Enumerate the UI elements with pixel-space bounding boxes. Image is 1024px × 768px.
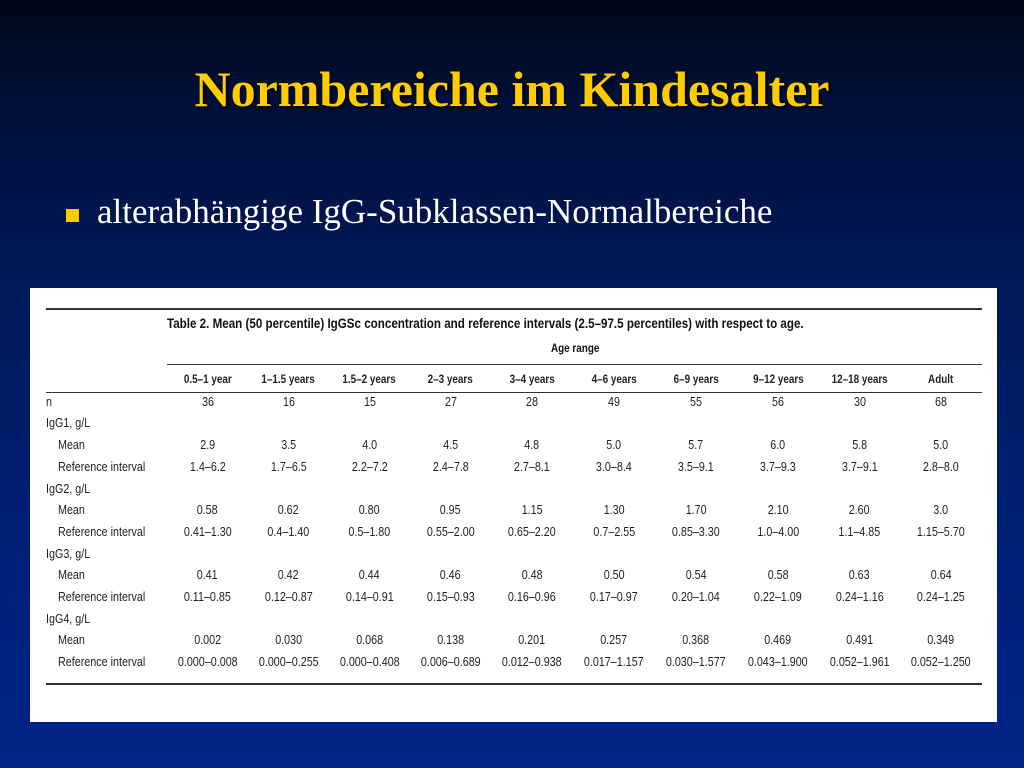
column-header-label: 3–4 years (509, 374, 555, 386)
cell-value: 0.64 (930, 568, 952, 583)
cell-value: 0.55–2.00 (426, 524, 475, 539)
cell-value: 0.17–0.97 (590, 590, 638, 605)
cell-value: 36 (201, 394, 214, 409)
table-cell (491, 500, 573, 522)
table-cell (573, 413, 655, 435)
table-cell (900, 630, 982, 652)
cell-value: 68 (935, 394, 947, 409)
table-cell (329, 500, 410, 522)
column-header-label: Adult (928, 374, 954, 386)
cell-value: 0.052–1.250 (911, 655, 971, 670)
table-cell (819, 630, 900, 652)
column-header (167, 370, 248, 392)
table-cell (491, 479, 573, 501)
slide-title: Normbereiche im Kindesalter (194, 61, 830, 117)
cell-value: 27 (444, 394, 457, 409)
cell-value: 2.2–7.2 (351, 459, 388, 474)
table-cell (329, 435, 410, 457)
cell-value: 6.0 (770, 438, 786, 453)
table-cell (819, 500, 900, 522)
cell-value: 0.50 (603, 568, 625, 583)
table-cell (900, 457, 982, 479)
table-cell (410, 500, 491, 522)
cell-value: 0.22–1.09 (754, 590, 802, 605)
table-cell (329, 413, 410, 435)
table-cell (491, 392, 573, 414)
cell-value: 0.11–0.85 (183, 590, 232, 605)
table-cell (329, 652, 410, 674)
table-cell (248, 652, 329, 674)
cell-value: 0.54 (685, 568, 707, 583)
cell-value: 49 (608, 394, 620, 409)
table-cell (410, 587, 491, 609)
table-cell (573, 479, 655, 501)
table-row (46, 652, 982, 674)
table-cell (491, 565, 573, 587)
cell-value: 0.7–2.55 (593, 524, 635, 539)
table-cell (737, 587, 819, 609)
cell-value: 0.000–0.408 (339, 655, 400, 670)
table-cell (819, 479, 900, 501)
table-cell (329, 479, 410, 501)
column-header-label: 0.5–1 year (183, 374, 232, 386)
cell-value: 4.5 (443, 438, 458, 453)
table-cell (737, 435, 819, 457)
table-cell (329, 609, 410, 631)
table-row (46, 413, 982, 435)
cell-value: 0.043–1.900 (748, 655, 808, 670)
table-cell (655, 652, 737, 674)
table-cell (248, 522, 329, 544)
cell-value: 3.0–8.4 (596, 459, 632, 474)
age-range-rule (167, 364, 982, 365)
bullet-item (66, 192, 772, 232)
table-row (46, 587, 982, 609)
table-cell (819, 609, 900, 631)
table-cell (737, 522, 819, 544)
cell-value: 0.62 (278, 503, 299, 518)
cell-value: 0.41–1.30 (183, 524, 232, 539)
table-cell (819, 413, 900, 435)
table-cell (819, 587, 900, 609)
table-cell (900, 500, 982, 522)
table-cell (491, 587, 573, 609)
column-header (410, 370, 491, 392)
cell-value: 2.60 (849, 503, 870, 518)
table-cell (737, 392, 819, 414)
table-cell (248, 500, 329, 522)
table-cell (900, 435, 982, 457)
table-cell (655, 413, 737, 435)
square-bullet-icon (66, 209, 79, 222)
row-label-text: IgG1, g/L (46, 416, 91, 431)
cell-value: 0.41 (197, 568, 218, 583)
table-cell (248, 587, 329, 609)
row-label-text: Reference interval (58, 459, 146, 474)
table-cell (573, 652, 655, 674)
table-cell (573, 392, 655, 414)
cell-value: 0.368 (682, 633, 710, 648)
table-cell (248, 435, 329, 457)
table-cell (900, 522, 982, 544)
table-cell (819, 522, 900, 544)
cell-value: 0.017–1.157 (584, 655, 644, 670)
age-range-label: Age range (551, 343, 600, 355)
table-cell (410, 544, 491, 566)
table-cell (819, 652, 900, 674)
cell-value: 4.8 (524, 438, 540, 453)
table-cell (248, 392, 329, 414)
column-header-label: 1–1.5 years (261, 374, 316, 386)
table-cell (900, 392, 982, 414)
table-cell (655, 587, 737, 609)
table-cell (167, 630, 248, 652)
column-header-label: 6–9 years (673, 374, 719, 386)
table-cell (573, 522, 655, 544)
table-cell (900, 479, 982, 501)
table-cell (329, 630, 410, 652)
table-cell (655, 392, 737, 414)
table-cell (167, 457, 248, 479)
table-cell (167, 435, 248, 457)
table-cell (167, 609, 248, 631)
table-cell (329, 457, 410, 479)
cell-value: 0.491 (846, 633, 873, 648)
cell-value: 15 (363, 394, 376, 409)
table-cell (410, 522, 491, 544)
cell-value: 0.24–1.16 (835, 590, 884, 605)
table-row (46, 609, 982, 631)
column-header-label: 1.5–2 years (342, 374, 397, 386)
table-cell (167, 479, 248, 501)
table-cell (329, 544, 410, 566)
table-row (46, 457, 982, 479)
header-row (46, 370, 982, 392)
table-cell (248, 630, 329, 652)
table-row (46, 522, 982, 544)
cell-value: 0.42 (278, 568, 299, 583)
column-header-label: 9–12 years (752, 374, 804, 386)
table-cell (819, 544, 900, 566)
table-cell (167, 565, 248, 587)
table-cell (737, 457, 819, 479)
table-top-rule (46, 308, 982, 310)
table-cell (737, 479, 819, 501)
cell-value: 4.0 (362, 438, 377, 453)
row-label (46, 479, 167, 501)
header-label-cell (46, 370, 167, 392)
table-row (46, 565, 982, 587)
cell-value: 56 (772, 394, 784, 409)
cell-value: 0.80 (359, 503, 380, 518)
row-label-text: n (46, 394, 52, 409)
cell-value: 1.4–6.2 (189, 459, 226, 474)
row-label (46, 630, 167, 652)
cell-value: 3.7–9.1 (841, 459, 878, 474)
table-cell (573, 609, 655, 631)
table-cell (491, 630, 573, 652)
table-cell (737, 544, 819, 566)
table-cell (737, 652, 819, 674)
cell-value: 0.65–2.20 (508, 524, 556, 539)
table-cell (655, 609, 737, 631)
table-cell (737, 609, 819, 631)
cell-value: 5.0 (933, 438, 949, 453)
table-cell (900, 587, 982, 609)
table-cell (491, 522, 573, 544)
cell-value: 3.5 (281, 438, 296, 453)
table-cell (900, 544, 982, 566)
cell-value: 5.0 (606, 438, 622, 453)
table-cell (491, 609, 573, 631)
table-cell (329, 522, 410, 544)
row-label-text: Reference interval (58, 590, 146, 605)
cell-value: 1.1–4.85 (838, 524, 881, 539)
cell-value: 2.7–8.1 (514, 459, 550, 474)
cell-value: 1.70 (685, 503, 707, 518)
cell-value: 28 (526, 394, 538, 409)
cell-value: 0.24–1.25 (917, 590, 965, 605)
cell-value: 0.201 (518, 633, 546, 648)
table-cell (737, 630, 819, 652)
row-label-text: Mean (58, 568, 85, 583)
table-cell (410, 457, 491, 479)
column-header (248, 370, 329, 392)
cell-value: 1.30 (603, 503, 625, 518)
table-cell (410, 630, 491, 652)
table-cell (167, 544, 248, 566)
row-label (46, 522, 167, 544)
cell-value: 3.0 (933, 503, 949, 518)
cell-value: 0.16–0.96 (508, 590, 556, 605)
column-header (573, 370, 655, 392)
table-cell (655, 522, 737, 544)
column-header (819, 370, 900, 392)
table-bottom-rule (46, 683, 982, 685)
cell-value: 0.000–0.008 (177, 655, 238, 670)
row-label-text: IgG3, g/L (46, 546, 91, 561)
table-cell (248, 413, 329, 435)
column-header (655, 370, 737, 392)
table-row (46, 435, 982, 457)
table-cell (167, 587, 248, 609)
cell-value: 55 (690, 394, 702, 409)
bullet-text: alterabhängige IgG-Subklassen-Normalbereiche (97, 192, 773, 231)
cell-value: 1.0–4.00 (757, 524, 799, 539)
table-cell (573, 435, 655, 457)
table-cell (491, 435, 573, 457)
table-cell (573, 587, 655, 609)
igg-subclass-table (46, 370, 982, 674)
row-label-text: Mean (58, 503, 85, 518)
row-label (46, 413, 167, 435)
table-cell (491, 544, 573, 566)
cell-value: 5.7 (688, 438, 704, 453)
table-cell (167, 652, 248, 674)
column-header (900, 370, 982, 392)
cell-value: 0.85–3.30 (672, 524, 720, 539)
table-cell (573, 630, 655, 652)
cell-value: 0.44 (359, 568, 380, 583)
table-cell (491, 457, 573, 479)
row-label-text: IgG4, g/L (46, 611, 91, 626)
row-label (46, 457, 167, 479)
table-cell (167, 500, 248, 522)
table-cell (655, 500, 737, 522)
table-row (46, 479, 982, 501)
cell-value: 0.46 (440, 568, 461, 583)
table-cell (410, 565, 491, 587)
row-label (46, 392, 167, 414)
table-cell (329, 392, 410, 414)
row-label (46, 565, 167, 587)
row-label (46, 587, 167, 609)
cell-value: 2.8–8.0 (923, 459, 959, 474)
table-cell (819, 392, 900, 414)
row-label-text: Reference interval (58, 655, 146, 670)
table-row (46, 630, 982, 652)
cell-value: 0.95 (440, 503, 461, 518)
table-cell (655, 479, 737, 501)
table-cell (491, 652, 573, 674)
cell-value: 2.10 (767, 503, 789, 518)
column-header (491, 370, 573, 392)
cell-value: 0.20–1.04 (672, 590, 720, 605)
row-label (46, 500, 167, 522)
cell-value: 1.15–5.70 (917, 524, 965, 539)
cell-value: 0.469 (764, 633, 792, 648)
table-cell (248, 609, 329, 631)
cell-value: 0.012–0.938 (502, 655, 562, 670)
table-cell (410, 392, 491, 414)
table-cell (491, 413, 573, 435)
cell-value: 2.9 (200, 438, 215, 453)
table-cell (410, 609, 491, 631)
cell-value: 1.15 (521, 503, 543, 518)
row-label-text: Reference interval (58, 524, 146, 539)
cell-value: 0.349 (927, 633, 955, 648)
table-cell (819, 565, 900, 587)
table-cell (573, 457, 655, 479)
cell-value: 0.48 (521, 568, 543, 583)
table-row (46, 544, 982, 566)
cell-value: 0.000–0.255 (258, 655, 319, 670)
table-cell (655, 457, 737, 479)
table-row (46, 500, 982, 522)
row-label-text: IgG2, g/L (46, 481, 91, 496)
table-cell (248, 544, 329, 566)
table-cell (655, 565, 737, 587)
table-cell (410, 435, 491, 457)
table-cell (410, 413, 491, 435)
table-cell (655, 630, 737, 652)
row-label (46, 544, 167, 566)
row-label-text: Mean (58, 633, 85, 648)
table-cell (573, 500, 655, 522)
table-cell (819, 435, 900, 457)
cell-value: 2.4–7.8 (432, 459, 469, 474)
row-label (46, 435, 167, 457)
table-cell (248, 479, 329, 501)
cell-value: 0.15–0.93 (426, 590, 475, 605)
cell-value: 0.030–1.577 (666, 655, 726, 670)
cell-value: 0.4–1.40 (267, 524, 310, 539)
table-cell (737, 413, 819, 435)
cell-value: 0.58 (767, 568, 789, 583)
cell-value: 0.052–1.961 (829, 655, 890, 670)
table-cell (819, 457, 900, 479)
table-cell (410, 652, 491, 674)
cell-value: 0.58 (197, 503, 218, 518)
column-header-label: 2–3 years (427, 374, 474, 386)
cell-value: 3.5–9.1 (678, 459, 714, 474)
table-cell (737, 500, 819, 522)
column-header-label: 12–18 years (831, 374, 888, 386)
table-cell (900, 413, 982, 435)
table-cell (248, 457, 329, 479)
table-cell (655, 544, 737, 566)
table-cell (573, 565, 655, 587)
column-header (737, 370, 819, 392)
table-cell (900, 565, 982, 587)
cell-value: 0.006–0.689 (420, 655, 481, 670)
cell-value: 0.63 (849, 568, 870, 583)
table-row (46, 392, 982, 414)
table-cell (410, 479, 491, 501)
table-cell (167, 522, 248, 544)
cell-value: 0.5–1.80 (348, 524, 391, 539)
cell-value: 0.12–0.87 (264, 590, 313, 605)
cell-value: 0.14–0.91 (345, 590, 394, 605)
row-label (46, 652, 167, 674)
table-cell (737, 565, 819, 587)
cell-value: 0.257 (600, 633, 628, 648)
table-caption: Table 2. Mean (50 percentile) IgGSc concentration and reference intervals (2.5–97.5 percentiles) with respect to age. (167, 316, 804, 331)
column-header-label: 4–6 years (591, 374, 637, 386)
table-cell (167, 413, 248, 435)
cell-value: 0.068 (356, 633, 383, 648)
table-cell (167, 392, 248, 414)
table-cell (900, 652, 982, 674)
cell-value: 16 (282, 394, 295, 409)
column-header (329, 370, 410, 392)
cell-value: 0.030 (275, 633, 302, 648)
table-cell (248, 565, 329, 587)
cell-value: 0.138 (437, 633, 464, 648)
row-label (46, 609, 167, 631)
cell-value: 0.002 (194, 633, 221, 648)
table-cell (329, 565, 410, 587)
cell-value: 3.7–9.3 (760, 459, 796, 474)
table-cell (329, 587, 410, 609)
table-cell (655, 435, 737, 457)
table-cell (900, 609, 982, 631)
table-cell (573, 544, 655, 566)
cell-value: 5.8 (852, 438, 867, 453)
cell-value: 30 (853, 394, 866, 409)
row-label-text: Mean (58, 438, 85, 453)
cell-value: 1.7–6.5 (270, 459, 307, 474)
